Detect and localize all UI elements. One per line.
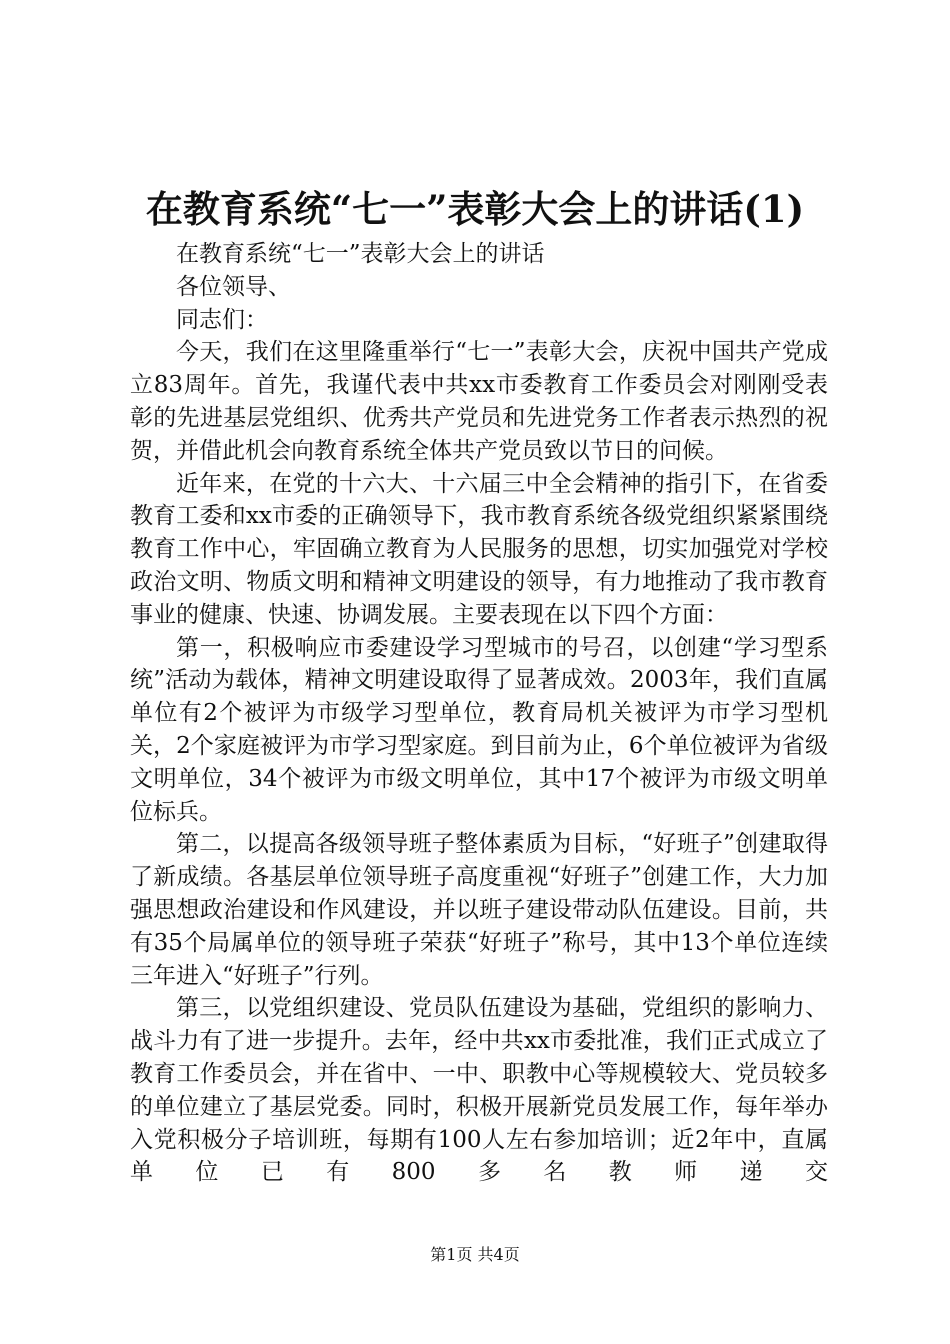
page-footer: 第1页 共4页 <box>430 1245 520 1264</box>
speech-heading: 在教育系统“七一”表彰大会上的讲话 <box>176 241 545 267</box>
paragraph-overview: 近年来，在党的十六大、十六届三中全会精神的指引下，在省委教育工委和xx市委的正确领导下，我市教育系统各级党组织紧紧围绕教育工作中心，牢固确立教育为人民服务的思想，切实加强党对学校政治文明、物质文明和精神文明建设的领导，有力地推动了我市教育事业的健康、快速、协调发展。主要表现在以下四个方面： <box>130 470 828 628</box>
document-title: 在教育系统“七一”表彰大会上的讲话(1) <box>145 187 805 231</box>
paragraph-opening: 今天，我们在这里隆重举行“七一”表彰大会，庆祝中国共产党成立83周年。首先，我谨代表中共xx市委教育工作委员会对刚刚受表彰的先进基层党组织、优秀共产党员和先进党务工作者表示热烈的祝贺，并借此机会向教育系统全体共产党员致以节日的问候。 <box>130 339 828 464</box>
paragraph-point-two: 第二，以提高各级领导班子整体素质为目标，“好班子”创建取得了新成绩。各基层单位领导班子高度重视“好班子”创建工作，大力加强思想政治建设和作风建设，并以班子建设带动队伍建设。目前，共有35个局属单位的领导班子荣获“好班子”称号，其中13个单位连续三年进入“好班子”行列。 <box>130 831 828 989</box>
salutation-leaders: 各位领导、 <box>176 273 291 300</box>
paragraph-point-one: 第一，积极响应市委建设学习型城市的号召，以创建“学习型系统”活动为载体，精神文明建设取得了显著成效。2003年，我们直属单位有2个被评为市级学习型单位，教育局机关被评为市学习型机关，2个家庭被评为市学习型家庭。到目前为止，6个单位被评为省级文明单位，34个被评为市级文明单位，其中17个被评为市级文明单位标兵。 <box>130 634 828 825</box>
paragraph-point-three: 第三，以党组织建设、党员队伍建设为基础，党组织的影响力、战斗力有了进一步提升。去年，经中共xx市委批准，我们正式成立了教育工作委员会，并在省中、一中、职教中心等规模较大、党员较多的单位建立了基层党委。同时，积极开展新党员发展工作，每年举办入党积极分子培训班，每期有100人左右参加培训；近2年中，直属单位已有800多名教师递交 <box>130 995 828 1186</box>
salutation-comrades: 同志们： <box>176 306 268 333</box>
document-body <box>130 238 828 1189</box>
